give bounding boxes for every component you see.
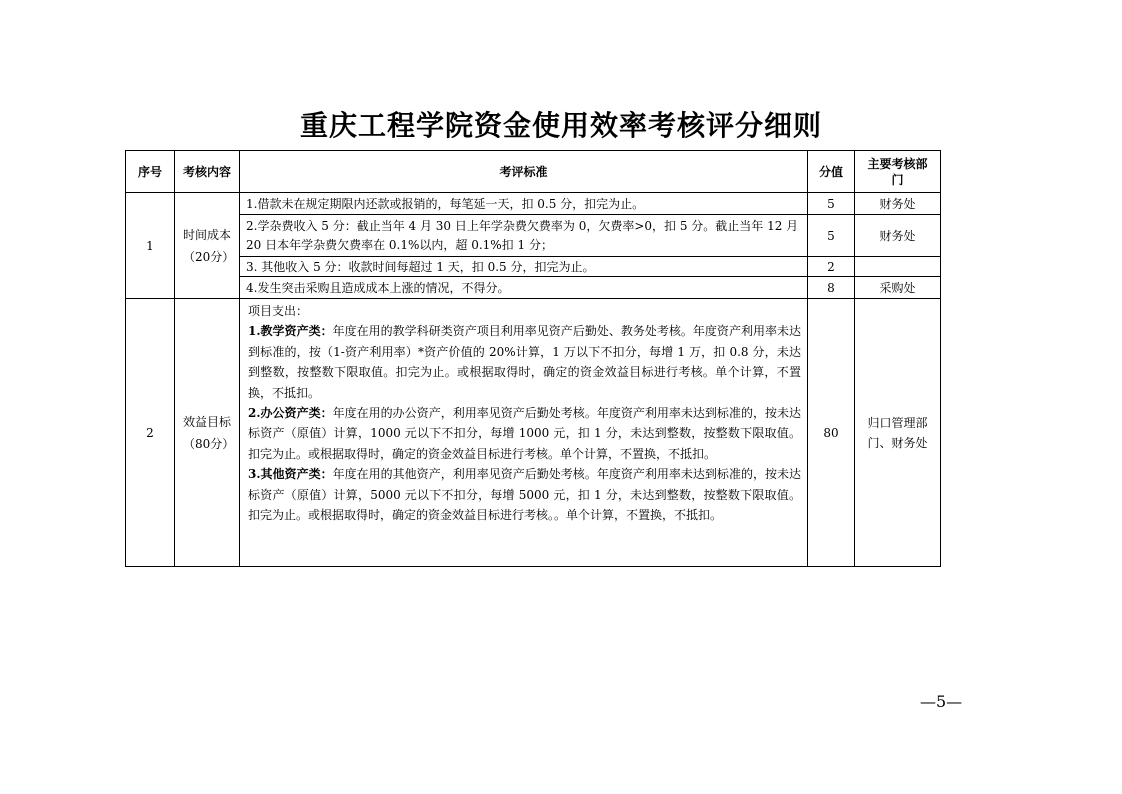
header-row	[126, 151, 941, 193]
row2-content: 效益目标（80分）	[175, 299, 240, 567]
row1-item3-dept	[855, 257, 941, 277]
row1-item1-criteria: 1.借款未在规定期限内还款或报销的，每笔延一天，扣 0.5 分，扣完为止。	[240, 193, 808, 215]
row2-seq: 2	[126, 299, 175, 567]
section-text-other: 年度在用的其他资产，利用率见资产后勤处考核。年度资产利用率未达到标准的，按未达标资产（原值）计算，5000 元以下不扣分，每增 5000 元，扣 1 分，未达到整数，按整数下限取值。扣完为止。或根据取得时，确定的资金效益目标进行考核。。单个计算，不置换，不抵扣。	[248, 467, 801, 523]
section-title-other: 3.其他资产类：	[248, 467, 333, 482]
row2-score: 80	[808, 299, 855, 567]
row1-item2-score: 5	[808, 215, 855, 257]
row1-item3-criteria: 3. 其他收入 5 分：收款时间每超过 1 天，扣 0.5 分，扣完为止。	[240, 257, 808, 277]
section-title-office: 2.办公资产类：	[248, 406, 333, 421]
table-row	[126, 215, 941, 257]
row1-item4-criteria: 4.发生突击采购且造成成本上涨的情况，不得分。	[240, 277, 808, 299]
table-row	[126, 299, 941, 567]
table-row	[126, 257, 941, 277]
row2-dept: 归口管理部门、财务处	[855, 299, 941, 567]
row2-section-teaching	[248, 321, 801, 403]
row1-item4-dept: 采购处	[855, 277, 941, 299]
page-title: 重庆工程学院资金使用效率考核评分细则	[299, 109, 822, 142]
table-row	[126, 277, 941, 299]
row2-section-office	[248, 403, 801, 464]
row1-item4-score: 8	[808, 277, 855, 299]
page-number: —5—	[920, 692, 963, 711]
row1-item2-criteria: 2.学杂费收入 5 分：截止当年 4 月 30 日上年学杂费欠费率为 0，欠费率>0，扣 5 分。截止当年 12 月 20 日本年学杂费欠费率在 0.1%以内，超 0.1%扣 1 分；	[240, 215, 808, 257]
row1-item2-dept: 财务处	[855, 215, 941, 257]
row2-criteria	[240, 299, 808, 567]
section-title-teaching: 1.教学资产类：	[248, 324, 333, 339]
scoring-table	[125, 150, 941, 567]
row1-item1-score: 5	[808, 193, 855, 215]
section-text-office: 年度在用的办公资产，利用率见资产后勤处考核。年度资产利用率未达到标准的，按未达标资产（原值）计算，1000 元以下不扣分，每增 1000 元，扣 1 分，未达到整数，按整数下限取值。扣完为止。或根据取得时，确定的资金效益目标进行考核。单个计算，不置换，不抵扣。	[248, 406, 801, 461]
row2-intro: 项目支出：	[248, 304, 309, 318]
section-text-teaching: 年度在用的教学科研类资产项目利用率见资产后勤处、教务处考核。年度资产利用率未达到标准的，按（1-资产利用率）*资产价值的 20%计算，1 万以下不扣分，每增 1 万，扣 0.8 分，未达到整数，按整数下限取值。扣完为止。或根据取得时，确定的资金效益目标进行考核。单个计算，不置换，不抵扣。	[248, 324, 801, 400]
row1-seq: 1	[126, 193, 175, 299]
table-row	[126, 193, 941, 215]
row1-content: 时间成本（20分）	[175, 193, 240, 299]
row1-item1-dept: 财务处	[855, 193, 941, 215]
header-seq: 序号	[126, 151, 175, 193]
header-criteria: 考评标准	[240, 151, 808, 193]
header-content: 考核内容	[175, 151, 240, 193]
header-dept: 主要考核部门	[855, 151, 941, 193]
row1-item3-score: 2	[808, 257, 855, 277]
row2-section-other	[248, 464, 801, 525]
header-score: 分值	[808, 151, 855, 193]
